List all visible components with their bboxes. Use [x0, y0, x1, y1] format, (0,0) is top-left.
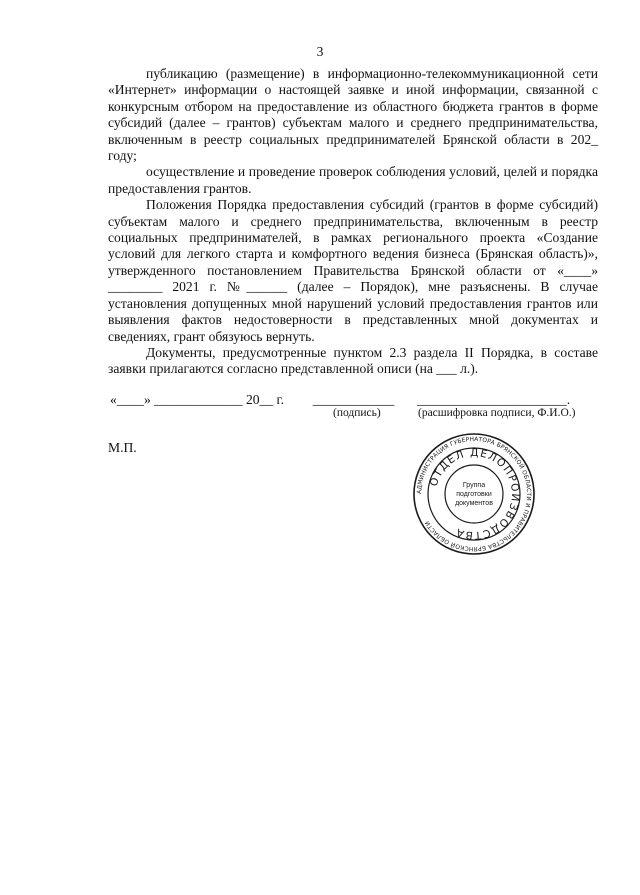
signature-caption: (подпись): [333, 407, 381, 419]
page-number: 3: [316, 44, 324, 59]
signature-line: [110, 392, 600, 408]
stamp-ring-text: ОТДЕЛ ДЕЛОПРОИЗВОДСТВА: [427, 446, 522, 542]
stamp-outer-text: АДМИНИСТРАЦИЯ ГУБЕРНАТОРА БРЯНСКОЙ ОБЛАСТИ И ПРАВИТЕЛЬСТВА БРЯНСКОЙ ОБЛАСТИ: [416, 436, 532, 552]
stamp-center-line: документов: [455, 500, 493, 507]
paragraph-procedure-explained: Положения Порядка предоставления субсидий (грантов в форме субсидий) субъектам малого и среднего предпринимательства, включенным в реестр социальных предпринимателей, в рамках регионального проекта «Создание условий для легкого старта и комфортного ведения бизнеса (Брянская область)», утвержденного постановлением Правительства Брянской области от «____» ________ 2021 г. №______ (далее – Порядок), мне разъяснены. В случае установления допущенных мной нарушений условий предоставления грантов или выявления фактов недостоверности в представленных мной документах и сведениях, грант обязуюсь вернуть.: [108, 197, 598, 344]
paragraph-publication-consent: публикацию (размещение) в информационно-телекоммуникационной сети «Интернет» информации о настоящей заявке и иной информации, связанной с конкурсным отбором на предоставление из областного бюджета грантов в форме субсидий (далее – грантов) субъектам малого и среднего предпринимательства, включенным в реестр социальных предпринимателей Брянской области в 202_ году;: [108, 66, 598, 164]
date-field: «____» _____________ 20__ г.: [110, 392, 284, 407]
document-body: [108, 66, 598, 378]
signature-field: ____________: [312, 392, 395, 407]
name-caption: (расшифровка подписи, Ф.И.О.): [418, 407, 576, 419]
paragraph-inspections-consent: осуществление и проведение проверок соблюдения условий, целей и порядка предоставления грантов.: [108, 164, 598, 196]
department-stamp: [412, 432, 536, 556]
paragraph-attached-documents: Документы, предусмотренные пунктом 2.3 раздела II Порядка, в составе заявки прилагаются согласно представленной описи (на ___ л.).: [108, 344, 598, 377]
seal-place-label: М.П.: [108, 440, 137, 455]
stamp-center-line: Группа: [462, 482, 486, 489]
name-field: ______________________.: [417, 392, 571, 407]
stamp-center-line: подготовки: [456, 491, 492, 498]
